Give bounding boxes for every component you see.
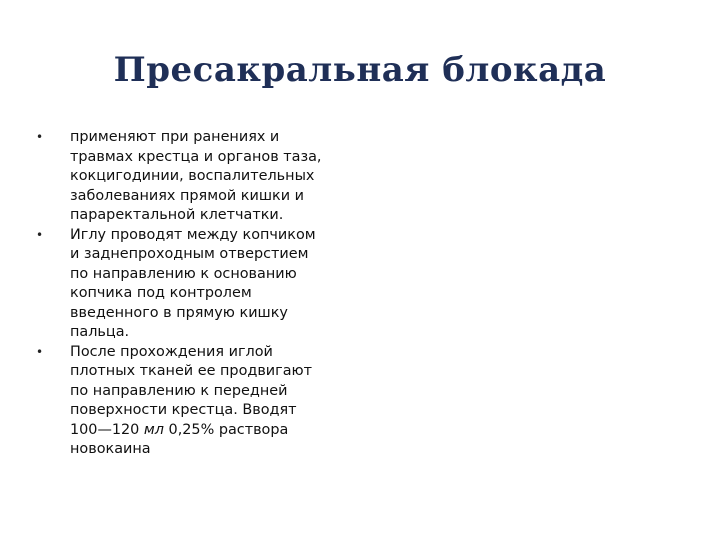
bullet-marker-icon: • [36,227,44,242]
bullet-marker-icon: • [36,344,44,359]
bullet-3-line-1: После прохождения иглой [70,343,273,360]
bullet-3-line-2: плотных тканей ее продвигают [70,363,313,379]
bullet-item-2 [36,226,356,343]
bullet-2-line-3: по направлению к основанию [70,265,297,282]
bullet-1-line-3: кокцигодинии, воспалительных [70,168,315,184]
bullet-list [36,128,356,460]
dose-solution: 0,25% раствора [163,421,289,438]
bullet-3-line-4: поверхности крестца. Вводят [70,402,297,418]
slide-title: Пресакральная блокада [113,50,607,90]
dose-unit: мл [143,421,164,438]
dose-amount: 100—120 [70,421,144,438]
bullet-1-line-4: заболеваниях прямой кишки и [70,187,304,204]
bullet-3-line-3: по направлению к передней [70,382,288,399]
bullet-3-dose-line [70,421,356,441]
bullet-3-last-line: новокаина [70,441,151,457]
bullet-1-line-5: параректальной клетчатки. [70,207,284,223]
bullet-marker-icon: • [36,130,44,144]
bullet-1-line-2: травмах крестца и органов таза, [70,148,322,165]
bullet-item-3 [36,343,356,460]
bullet-item-1 [36,128,356,226]
bullet-2-line-4: копчика под контролем [70,285,252,301]
bullet-1-line-1: применяют при ранениях и [70,129,280,145]
bullet-2-line-2: и заднепроходным отверстием [70,246,309,262]
bullet-2-line-1: Иглу проводят между копчиком [70,226,316,243]
bullet-2-line-5: введенного в прямую кишку [70,304,288,321]
bullet-2-line-6: пальца. [70,324,130,340]
